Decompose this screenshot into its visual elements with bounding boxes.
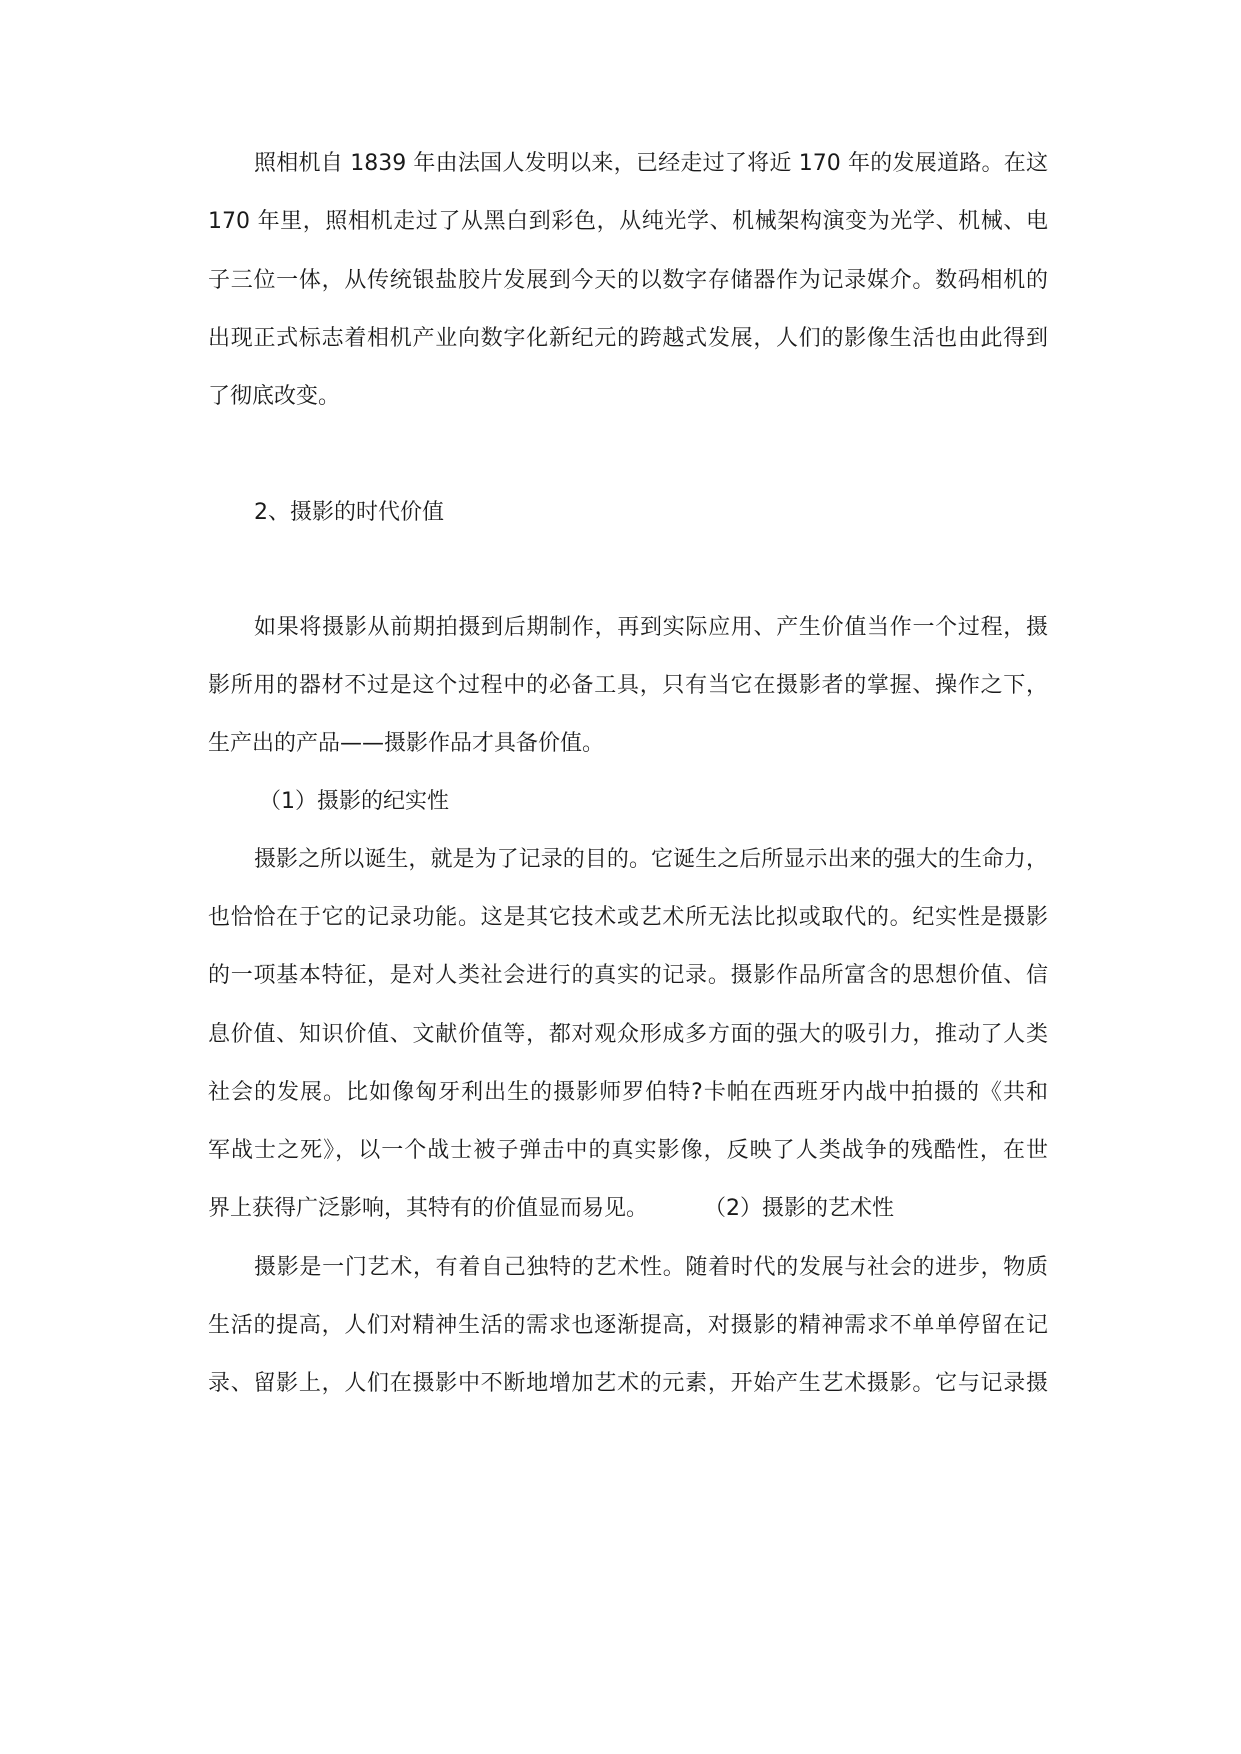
paragraph-3-line-3: 的一项基本特征，是对人类社会进行的真实的记录。摄影作品所富含的思想价值、信: [208, 963, 1048, 988]
paragraph-1-line-4: 出现正式标志着相机产业向数字化新纪元的跨越式发展，人们的影像生活也由此得到: [208, 326, 1048, 351]
paragraph-2-line-1: 如果将摄影从前期拍摄到后期制作，再到实际应用、产生价值当作一个过程，摄: [254, 615, 1048, 640]
subheading-documentary: （1）摄影的纪实性: [259, 789, 449, 814]
paragraph-2-line-2: 影所用的器材不过是这个过程中的必备工具，只有当它在摄影者的掌握、操作之下，: [208, 673, 1048, 698]
paragraph-3-line-1: 摄影之所以诞生，就是为了记录的目的。它诞生之后所显示出来的强大的生命力，: [254, 847, 1048, 872]
paragraph-4-line-1: 摄影是一门艺术，有着自己独特的艺术性。随着时代的发展与社会的进步，物质: [254, 1255, 1048, 1280]
paragraph-3-line-7: 界上获得广泛影响，其特有的价值显而易见。 （2）摄影的艺术性: [208, 1196, 894, 1221]
paragraph-3-line-4: 息价值、知识价值、文献价值等，都对观众形成多方面的强大的吸引力，推动了人类: [208, 1022, 1048, 1047]
paragraph-1-line-5: 了彻底改变。: [208, 384, 341, 409]
paragraph-4-line-2: 生活的提高，人们对精神生活的需求也逐渐提高，对摄影的精神需求不单单停留在记: [208, 1313, 1048, 1338]
paragraph-1-line-3: 子三位一体，从传统银盐胶片发展到今天的以数字存储器作为记录媒介。数码相机的: [208, 268, 1048, 293]
paragraph-1-line-1: 照相机自 1839 年由法国人发明以来，已经走过了将近 170 年的发展道路。在这: [254, 151, 1048, 176]
paragraph-2-line-3: 生产出的产品——摄影作品才具备价值。: [208, 731, 605, 756]
section-heading: 2、摄影的时代价值: [254, 500, 444, 525]
paragraph-3-line-6: 军战士之死》，以一个战士被子弹击中的真实影像，反映了人类战争的残酷性，在世: [208, 1138, 1048, 1163]
paragraph-3-line-5: 社会的发展。比如像匈牙利出生的摄影师罗伯特?卡帕在西班牙内战中拍摄的《共和: [208, 1080, 1048, 1105]
paragraph-4-line-3: 录、留影上，人们在摄影中不断地增加艺术的元素，开始产生艺术摄影。它与记录摄: [208, 1371, 1048, 1396]
paragraph-1-line-2: 170 年里，照相机走过了从黑白到彩色，从纯光学、机械架构演变为光学、机械、电: [208, 209, 1048, 234]
paragraph-3-line-2: 也恰恰在于它的记录功能。这是其它技术或艺术所无法比拟或取代的。纪实性是摄影: [208, 905, 1048, 930]
